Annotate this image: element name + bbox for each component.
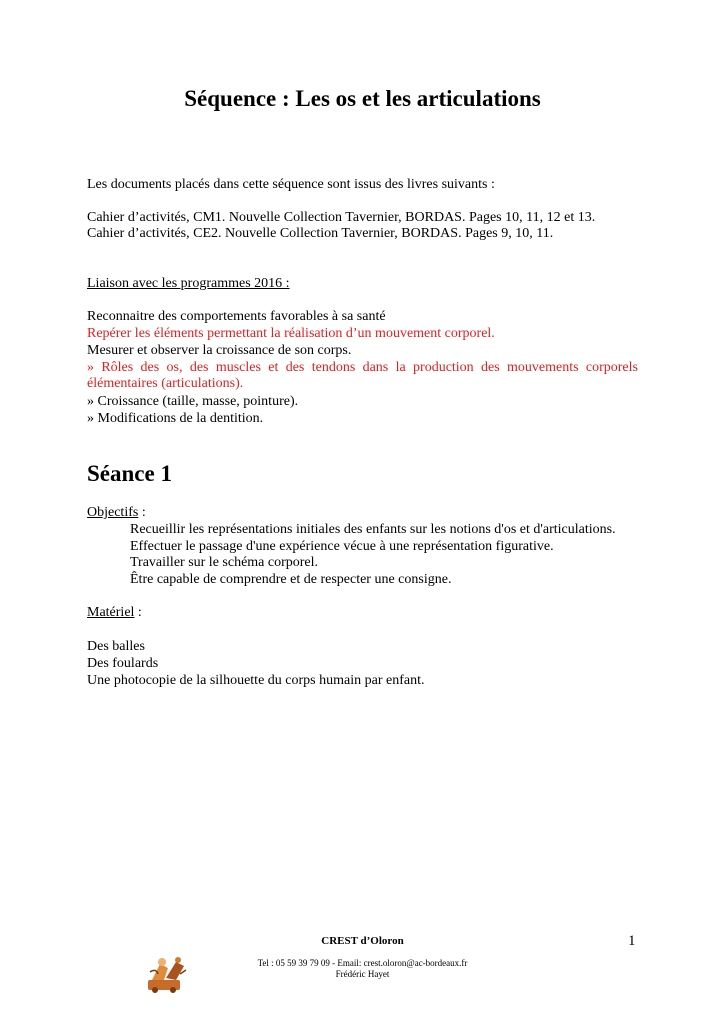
objectif-item: Recueillir les représentations initiales des enfants sur les notions d'os et d'articulations. [130, 522, 616, 537]
materiel-item: Une photocopie de la silhouette du corps humain par enfant. [87, 673, 425, 688]
materiel-colon: : [134, 605, 142, 620]
seance-title: Séance 1 [87, 461, 172, 486]
materiel-item: Des foulards [87, 656, 159, 671]
programme-line-3: Mesurer et observer la croissance de son corps. [87, 343, 352, 358]
page-number: 1 [628, 933, 636, 949]
footer-org: CREST d’Oloron [321, 935, 404, 947]
objectifs-heading [87, 505, 146, 521]
programme-line-4: » Rôles des os, des muscles et des tendons dans la production des mouvements corporels élémentaires (articulations). [87, 360, 638, 391]
programme-line-2: Repérer les éléments permettant la réalisation d’un mouvement corporel. [87, 326, 495, 341]
programme-line-1: Reconnaitre des comportements favorables à sa santé [87, 309, 386, 324]
materiel-item: Des balles [87, 639, 145, 654]
materiel-heading [87, 605, 142, 621]
footer-contact: Tel : 05 59 39 79 09 - Email: crest.oloron@ac-bordeaux.fr [257, 958, 468, 968]
objectifs-label: Objectifs [87, 505, 139, 520]
materiel-label: Matériel [87, 605, 135, 620]
intro-text: Les documents placés dans cette séquence sont issus des livres suivants : [87, 177, 495, 192]
objectif-item: Effectuer le passage d'une expérience vécue à une représentation figurative. [130, 539, 554, 554]
objectifs-colon: : [138, 505, 146, 520]
objectif-item: Être capable de comprendre et de respecter une consigne. [130, 572, 452, 587]
objectif-item: Travailler sur le schéma corporel. [130, 555, 319, 570]
book-cm1: Cahier d’activités, CM1. Nouvelle Collection Tavernier, BORDAS. Pages 10, 11, 12 et 13. [87, 210, 596, 225]
liaison-heading: Liaison avec les programmes 2016 : [87, 276, 290, 291]
document-title: Séquence : Les os et les articulations [184, 86, 541, 111]
footer-author: Frédéric Hayet [335, 969, 390, 979]
programme-line-6: » Modifications de la dentition. [87, 411, 264, 426]
programme-line-5: » Croissance (taille, masse, pointure). [87, 394, 299, 409]
book-ce2: Cahier d’activités, CE2. Nouvelle Collection Tavernier, BORDAS. Pages 9, 10, 11. [87, 226, 554, 241]
